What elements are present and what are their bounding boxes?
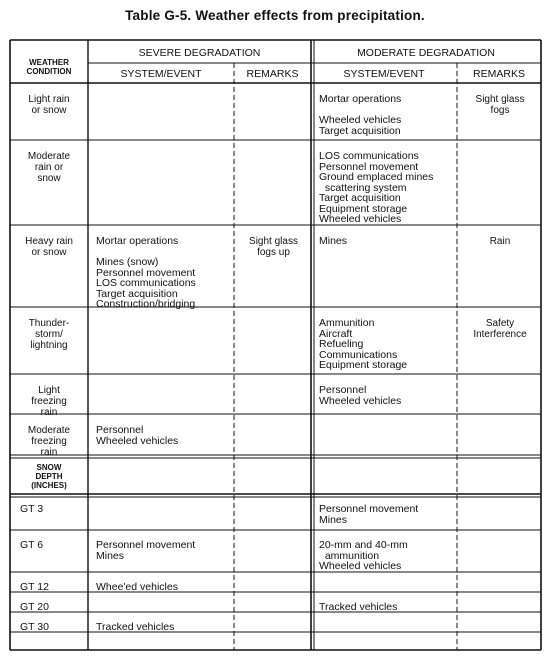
condition-cell-line: Moderate — [27, 425, 71, 436]
moderate-system-cell-line: Tracked vehicles — [319, 601, 398, 613]
moderate-system-cell-line: Mortar operations — [319, 93, 402, 105]
moderate-system-cell-line: Ground emplaced mines — [319, 171, 434, 183]
header-severe-remarks: REMARKS — [246, 68, 299, 80]
condition-cell-line: Light — [38, 385, 60, 396]
severe-system-cell-line: Construction/bridging — [96, 298, 196, 310]
condition-cell-line: rain — [40, 447, 58, 458]
moderate-system-cell-line: 20-mm and 40-mm — [319, 539, 408, 551]
condition-cell-line: or snow — [31, 105, 67, 116]
moderate-system-cell-line: Personnel — [319, 384, 367, 396]
moderate-system-cell-line: Mines — [319, 513, 348, 526]
condition-cell — [10, 318, 88, 351]
snow-depth-cell: GT 12 — [20, 581, 49, 593]
moderate-remarks-cell — [461, 94, 539, 116]
moderate-remarks-cell-line: Sight glass — [475, 94, 525, 105]
moderate-remarks-cell-line: Interference — [473, 329, 527, 340]
moderate-system-cell-line: Target acquisition — [319, 124, 401, 137]
condition-cell — [10, 94, 88, 116]
header-weather-condition-line: CONDITION — [26, 67, 72, 76]
condition-cell-line: Light rain — [28, 94, 70, 105]
severe-system-cell-line: Whee'ed vehicles — [96, 581, 178, 593]
snow-depth-cell: GT 6 — [20, 539, 44, 551]
severe-system-cell-line: Mines — [96, 549, 125, 562]
moderate-system-cell-line: Equipment storage — [319, 202, 408, 215]
moderate-system-cell-line: Personnel movement — [319, 503, 419, 515]
severe-system-cell-line: LOS communications — [96, 277, 196, 289]
condition-cell-line: storm/ — [35, 329, 63, 340]
condition-cell — [10, 236, 88, 258]
condition-cell-line: Moderate — [27, 151, 71, 162]
header-moderate-system-event: SYSTEM/EVENT — [343, 68, 425, 80]
moderate-remarks-cell — [461, 318, 539, 340]
snow-depth-header-line: DEPTH — [35, 472, 63, 481]
severe-system-cell-line: Personnel — [96, 424, 144, 436]
moderate-system-cell-line: Wheeled vehicles — [319, 394, 402, 407]
condition-cell — [10, 385, 88, 418]
snow-depth-cell: GT 20 — [20, 601, 49, 613]
condition-cell-line: rain or — [34, 162, 64, 173]
moderate-remarks-cell-line: fogs — [490, 105, 510, 116]
moderate-system-cell-line: ammunition — [319, 549, 380, 562]
severe-system-cell — [96, 622, 174, 633]
snow-depth-cell: GT 3 — [20, 503, 44, 515]
condition-cell-line: lightning — [30, 340, 68, 351]
severe-system-cell — [96, 425, 178, 446]
moderate-remarks-cell — [461, 236, 539, 247]
severe-system-cell-line: Target acquisition — [96, 287, 178, 300]
condition-cell-line: Heavy rain — [25, 236, 73, 247]
severe-system-cell-line: Mortar operations — [96, 235, 179, 247]
moderate-system-cell — [319, 94, 401, 136]
condition-cell-line: freezing — [31, 396, 67, 407]
condition-cell-line: Thunder- — [28, 318, 70, 329]
moderate-system-cell — [319, 602, 397, 613]
severe-remarks-cell — [238, 236, 309, 258]
moderate-system-cell-line: Personnel movement — [319, 160, 419, 173]
snow-depth-header-line: SNOW — [36, 463, 62, 472]
header-severe-degradation: SEVERE DEGRADATION — [138, 47, 261, 59]
severe-system-cell-line: Mines (snow) — [96, 256, 159, 268]
header-severe-system-event: SYSTEM/EVENT — [120, 68, 202, 80]
condition-cell-line: freezing — [31, 436, 67, 447]
moderate-system-cell-line: Refueling — [319, 338, 364, 350]
header-moderate-remarks: REMARKS — [473, 68, 525, 80]
snow-depth-cell: GT 30 — [20, 621, 49, 633]
moderate-system-cell-line: LOS communications — [319, 150, 419, 162]
condition-cell — [10, 151, 88, 184]
moderate-system-cell-line: Wheeled vehicles — [319, 213, 402, 225]
moderate-system-cell-line: Aircraft — [319, 327, 353, 340]
severe-system-cell — [96, 540, 195, 561]
moderate-system-cell-line: scattering system — [319, 181, 407, 194]
moderate-system-cell — [319, 540, 408, 572]
moderate-system-cell — [319, 236, 347, 247]
moderate-remarks-cell-line: Rain — [489, 236, 511, 247]
moderate-system-cell — [319, 504, 418, 525]
condition-cell-line: or snow — [31, 247, 67, 258]
condition-cell — [10, 425, 88, 458]
snow-depth-header-line: (INCHES) — [31, 481, 67, 490]
moderate-system-cell-line: Mines — [319, 235, 348, 247]
moderate-system-cell-line: Wheeled vehicles — [319, 560, 402, 572]
header-moderate-degradation: MODERATE DEGRADATION — [357, 47, 495, 59]
severe-system-cell-line: Tracked vehicles — [96, 621, 175, 633]
moderate-system-cell-line: Communications — [319, 348, 398, 361]
header-weather-condition — [10, 58, 88, 76]
severe-system-cell-line: Personnel movement — [96, 266, 196, 279]
moderate-system-cell — [319, 151, 433, 225]
severe-system-cell — [96, 582, 178, 593]
moderate-remarks-cell-line: Safety — [485, 318, 515, 329]
severe-remarks-cell-line: fogs up — [257, 247, 290, 258]
table-title: Table G-5. Weather effects from precipitation. — [125, 8, 425, 23]
severe-system-cell-line: Wheeled vehicles — [96, 434, 179, 447]
header-weather-condition-line: WEATHER — [29, 58, 69, 67]
moderate-system-cell-line: Target acquisition — [319, 192, 401, 204]
severe-system-cell-line: Personnel movement — [96, 539, 196, 551]
condition-cell-line: rain — [40, 407, 58, 418]
moderate-system-cell — [319, 385, 401, 406]
moderate-system-cell-line: Ammunition — [319, 317, 375, 329]
condition-cell-line: snow — [37, 173, 61, 184]
severe-remarks-cell-line: Sight glass — [249, 236, 298, 247]
moderate-system-cell — [319, 318, 407, 371]
moderate-system-cell-line: Equipment storage — [319, 359, 408, 371]
moderate-system-cell-line: Wheeled vehicles — [319, 114, 402, 126]
snow-depth-header — [10, 463, 88, 490]
severe-system-cell — [96, 236, 196, 310]
